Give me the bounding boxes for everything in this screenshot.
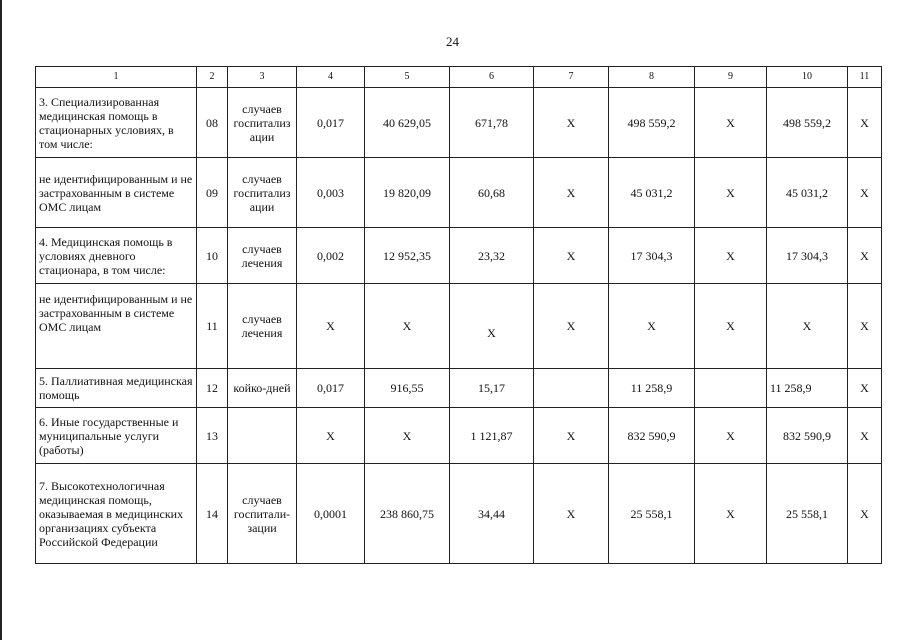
- cell-col7: Х: [534, 464, 609, 564]
- cell-col8: Х: [609, 284, 695, 369]
- cell-col11: Х: [848, 408, 882, 464]
- row-name: 3. Специализированная медицинская помощь в стационарных условиях, в том числе:: [36, 88, 197, 158]
- cell-col10: 498 559,2: [767, 88, 848, 158]
- cell-col7: Х: [534, 88, 609, 158]
- row-code: 08: [197, 88, 228, 158]
- cell-col5: 916,55: [365, 369, 450, 408]
- cell-col9: [695, 369, 767, 408]
- header-cell: 7: [534, 67, 609, 88]
- row-unit: [228, 408, 297, 464]
- cell-col6: 34,44: [450, 464, 534, 564]
- table-row: [36, 88, 882, 158]
- row-name: 7. Высокотехнологичная медицинская помощь, оказываемая в медицинских организациях субъекта Российской Федерации: [36, 464, 197, 564]
- cell-col6: 1 121,87: [450, 408, 534, 464]
- row-code: 10: [197, 228, 228, 284]
- cell-col5: Х: [365, 408, 450, 464]
- cell-col5: 12 952,35: [365, 228, 450, 284]
- data-table: [35, 66, 882, 564]
- cell-col6: 23,32: [450, 228, 534, 284]
- cell-col9: Х: [695, 158, 767, 228]
- cell-col5: Х: [365, 284, 450, 369]
- cell-col4: 0,0001: [297, 464, 365, 564]
- row-code: 12: [197, 369, 228, 408]
- table-row: [36, 284, 882, 369]
- cell-col10: 11 258,9: [767, 369, 848, 408]
- row-unit: койко-дней: [228, 369, 297, 408]
- cell-col9: Х: [695, 228, 767, 284]
- cell-col8: 25 558,1: [609, 464, 695, 564]
- table-row: [36, 158, 882, 228]
- cell-col4: 0,002: [297, 228, 365, 284]
- cell-col10: 832 590,9: [767, 408, 848, 464]
- cell-col4: Х: [297, 408, 365, 464]
- cell-col8: 17 304,3: [609, 228, 695, 284]
- header-cell: 2: [197, 67, 228, 88]
- header-cell: 1: [36, 67, 197, 88]
- header-cell: 8: [609, 67, 695, 88]
- row-unit: случаев госпитализ ации: [228, 158, 297, 228]
- header-cell: 6: [450, 67, 534, 88]
- cell-col5: 238 860,75: [365, 464, 450, 564]
- cell-col10: 17 304,3: [767, 228, 848, 284]
- table-row: [36, 369, 882, 408]
- page-number: 24: [446, 34, 459, 49]
- cell-col9: Х: [695, 464, 767, 564]
- cell-col6: 60,68: [450, 158, 534, 228]
- cell-col7: Х: [534, 284, 609, 369]
- cell-col9: Х: [695, 408, 767, 464]
- cell-col7: Х: [534, 158, 609, 228]
- cell-col11: Х: [848, 228, 882, 284]
- row-code: 14: [197, 464, 228, 564]
- cell-col8: 832 590,9: [609, 408, 695, 464]
- header-cell: 4: [297, 67, 365, 88]
- cell-col10: Х: [767, 284, 848, 369]
- row-name: 6. Иные государственные и муниципальные услуги (работы): [36, 408, 197, 464]
- cell-col4: 0,017: [297, 369, 365, 408]
- header-cell: 11: [848, 67, 882, 88]
- cell-col4: 0,017: [297, 88, 365, 158]
- cell-col5: 19 820,09: [365, 158, 450, 228]
- cell-col9: Х: [695, 88, 767, 158]
- page-left-edge: [0, 0, 2, 640]
- cell-col6: 15,17: [450, 369, 534, 408]
- table-row: [36, 228, 882, 284]
- row-name: 4. Медицинская помощь в условиях дневного стационара, в том числе:: [36, 228, 197, 284]
- cell-col10: 25 558,1: [767, 464, 848, 564]
- table-row: [36, 464, 882, 564]
- cell-col7: Х: [534, 408, 609, 464]
- table-header-row: [36, 67, 882, 88]
- cell-col5: 40 629,05: [365, 88, 450, 158]
- cell-col11: Х: [848, 464, 882, 564]
- header-cell: 10: [767, 67, 848, 88]
- cell-col8: 45 031,2: [609, 158, 695, 228]
- row-unit: случаев лечения: [228, 284, 297, 369]
- cell-col4: 0,003: [297, 158, 365, 228]
- cell-col6: Х: [450, 284, 534, 369]
- cell-col6: 671,78: [450, 88, 534, 158]
- cell-col8: 498 559,2: [609, 88, 695, 158]
- cell-col8: 11 258,9: [609, 369, 695, 408]
- row-name: не идентифицированным и не застрахованным в системе ОМС лицам: [36, 158, 197, 228]
- row-unit: случаев лечения: [228, 228, 297, 284]
- cell-col7: [534, 369, 609, 408]
- cell-col11: Х: [848, 284, 882, 369]
- header-cell: 3: [228, 67, 297, 88]
- row-code: 13: [197, 408, 228, 464]
- row-unit: случаев госпитали- зации: [228, 464, 297, 564]
- row-unit: случаев госпитализ ации: [228, 88, 297, 158]
- cell-col10: 45 031,2: [767, 158, 848, 228]
- row-name: не идентифицированным и не застрахованным в системе ОМС лицам: [36, 284, 197, 369]
- header-cell: 9: [695, 67, 767, 88]
- cell-col9: Х: [695, 284, 767, 369]
- cell-col11: Х: [848, 88, 882, 158]
- row-code: 11: [197, 284, 228, 369]
- table-row: [36, 408, 882, 464]
- header-cell: 5: [365, 67, 450, 88]
- cell-col7: Х: [534, 228, 609, 284]
- row-name: 5. Паллиативная медицинская помощь: [36, 369, 197, 408]
- cell-col11: Х: [848, 158, 882, 228]
- cell-col11: Х: [848, 369, 882, 408]
- cell-col4: Х: [297, 284, 365, 369]
- row-code: 09: [197, 158, 228, 228]
